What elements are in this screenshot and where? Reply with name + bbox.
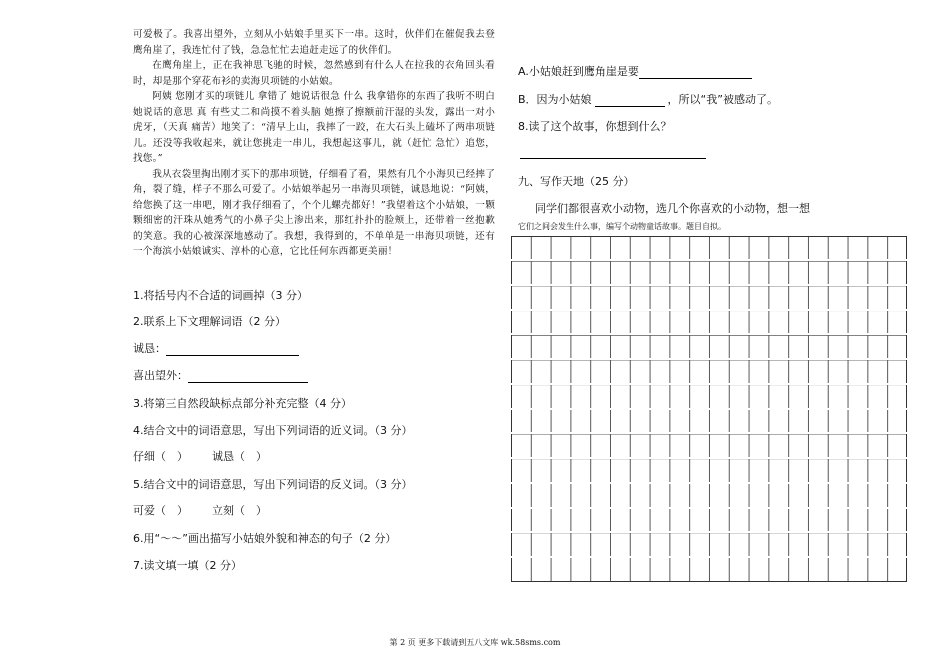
question-5b[interactable]: 立刻（ ）: [212, 504, 267, 517]
question-7b-label-post: ，所以“我”被感动了。: [667, 93, 778, 106]
writing-prompt-line-2: 它们之间会发生什么事，编写个动物童话故事。题目自拟。: [518, 222, 726, 231]
question-7a: [518, 63, 752, 79]
question-5: 5.结合文中的词语意思，写出下列词语的反义词。（3 分）: [133, 478, 413, 491]
page-footer: 第 2 页 更多下载请到五八文库 wk.58sms.com: [389, 638, 561, 647]
grid-row-gap: [511, 556, 907, 558]
question-7a-label: A.小姑娘赶到鹰角崖是要: [518, 65, 639, 78]
grid-row-gap: [511, 432, 907, 434]
question-4: 4.结合文中的词语意思，写出下列词语的近义词。（3 分）: [133, 424, 413, 437]
grid-row-gap: [511, 333, 907, 335]
answer-line-8[interactable]: [520, 157, 706, 159]
reading-passage: [133, 27, 495, 260]
question-7b: [518, 91, 778, 107]
question-5a[interactable]: 可爱（ ）: [133, 504, 188, 517]
question-4b[interactable]: 诚恳（ ）: [212, 450, 267, 463]
question-2a: [133, 340, 299, 356]
writing-prompt-line-1: 同学们都很喜欢小动物，选几个你喜欢的小动物，想一想: [535, 202, 810, 215]
question-7: 7.读文填一填（2 分）: [133, 559, 242, 572]
question-6: 6.用“～～”画出描写小姑娘外貌和神态的句子（2 分）: [133, 532, 397, 545]
grid-row-gap: [511, 309, 907, 311]
answer-blank-2a[interactable]: [166, 344, 299, 356]
grid-row-gap: [511, 408, 907, 410]
grid-row-gap: [511, 507, 907, 509]
answer-blank-2b[interactable]: [188, 371, 308, 383]
question-2b: [133, 367, 308, 383]
writing-heading: 九、写作天地（25 分）: [518, 175, 635, 188]
passage-paragraph-2: 在鹰角崖上，正在我神思飞驰的时候，忽然感到有什么人在拉我的衣角回头看时，却是那个穿花布衫的卖海贝项链的小姑娘。: [133, 60, 495, 87]
passage-paragraph-4: 我从衣袋里掏出刚才买下的那串项链，仔细看了看，果然有几个小海贝已经摔了角，裂了缝，样子不那么可爱了。小姑娘举起另一串海贝项链，诚恳地说：“阿姨，给您换了这一串吧，刚才我仔细看了，个个儿螺壳都好！”我望着这个小姑娘，一颗颗细密的汗珠从她秀气的小鼻子尖上渗出来，那红扑扑的脸颊上，还带着一丝抱歉的笑意。我的心被深深地感动了。我想，我得到的，不单单是一串海贝项链，还有一个海滨小姑娘诚实、淳朴的心意，它比任何东西都更美丽！: [133, 168, 495, 257]
grid-row-gap: [511, 358, 907, 360]
question-4a[interactable]: 仔细（ ）: [133, 450, 188, 463]
question-2: 2.联系上下文理解词语（2 分）: [133, 315, 286, 328]
question-1: 1.将括号内不合适的词画掉（3 分）: [133, 289, 308, 302]
answer-blank-7a[interactable]: [639, 67, 752, 79]
grid-row-gap: [511, 531, 907, 533]
passage-paragraph-3: 阿姨 您刚才买的项链儿 拿错了 她说话很急 什么 我拿错你的东西了我听不明白她说话的意思 真 有些丈二和尚摸不着头脑 她擦了擦额前汗湿的头发，露出一对小虎牙，（天真 痛苦）地笑了：“清早上山，我摔了一跤，在大石头上磕坏了两串项链儿。还没等我收起来，就让您挑走一串儿，我想起这事儿，就（赶忙 急忙）追您，找您。”: [133, 91, 495, 164]
question-7b-label-pre: B．因为小姑娘: [518, 93, 592, 106]
passage-paragraph-1: 可爱极了。我喜出望外，立刻从小姑娘手里买下一串。这时，伙伴们在催促我去登鹰角崖了，我连忙付了钱，急急忙忙去追赶走远了的伙伴们。: [133, 29, 495, 56]
answer-blank-7b[interactable]: [595, 95, 665, 107]
question-3: 3.将第三自然段缺标点部分补充完整（4 分）: [133, 397, 352, 410]
grid-row-gap: [511, 482, 907, 484]
grid-row-gap: [511, 457, 907, 459]
grid-row-gap: [511, 284, 907, 286]
grid-row-gap: [511, 259, 907, 261]
question-2b-label: 喜出望外：: [133, 369, 188, 382]
grid-row-gap: [511, 383, 907, 385]
question-8: 8.读了这个故事，你想到什么？: [518, 120, 672, 133]
question-2a-label: 诚恳：: [133, 342, 166, 355]
